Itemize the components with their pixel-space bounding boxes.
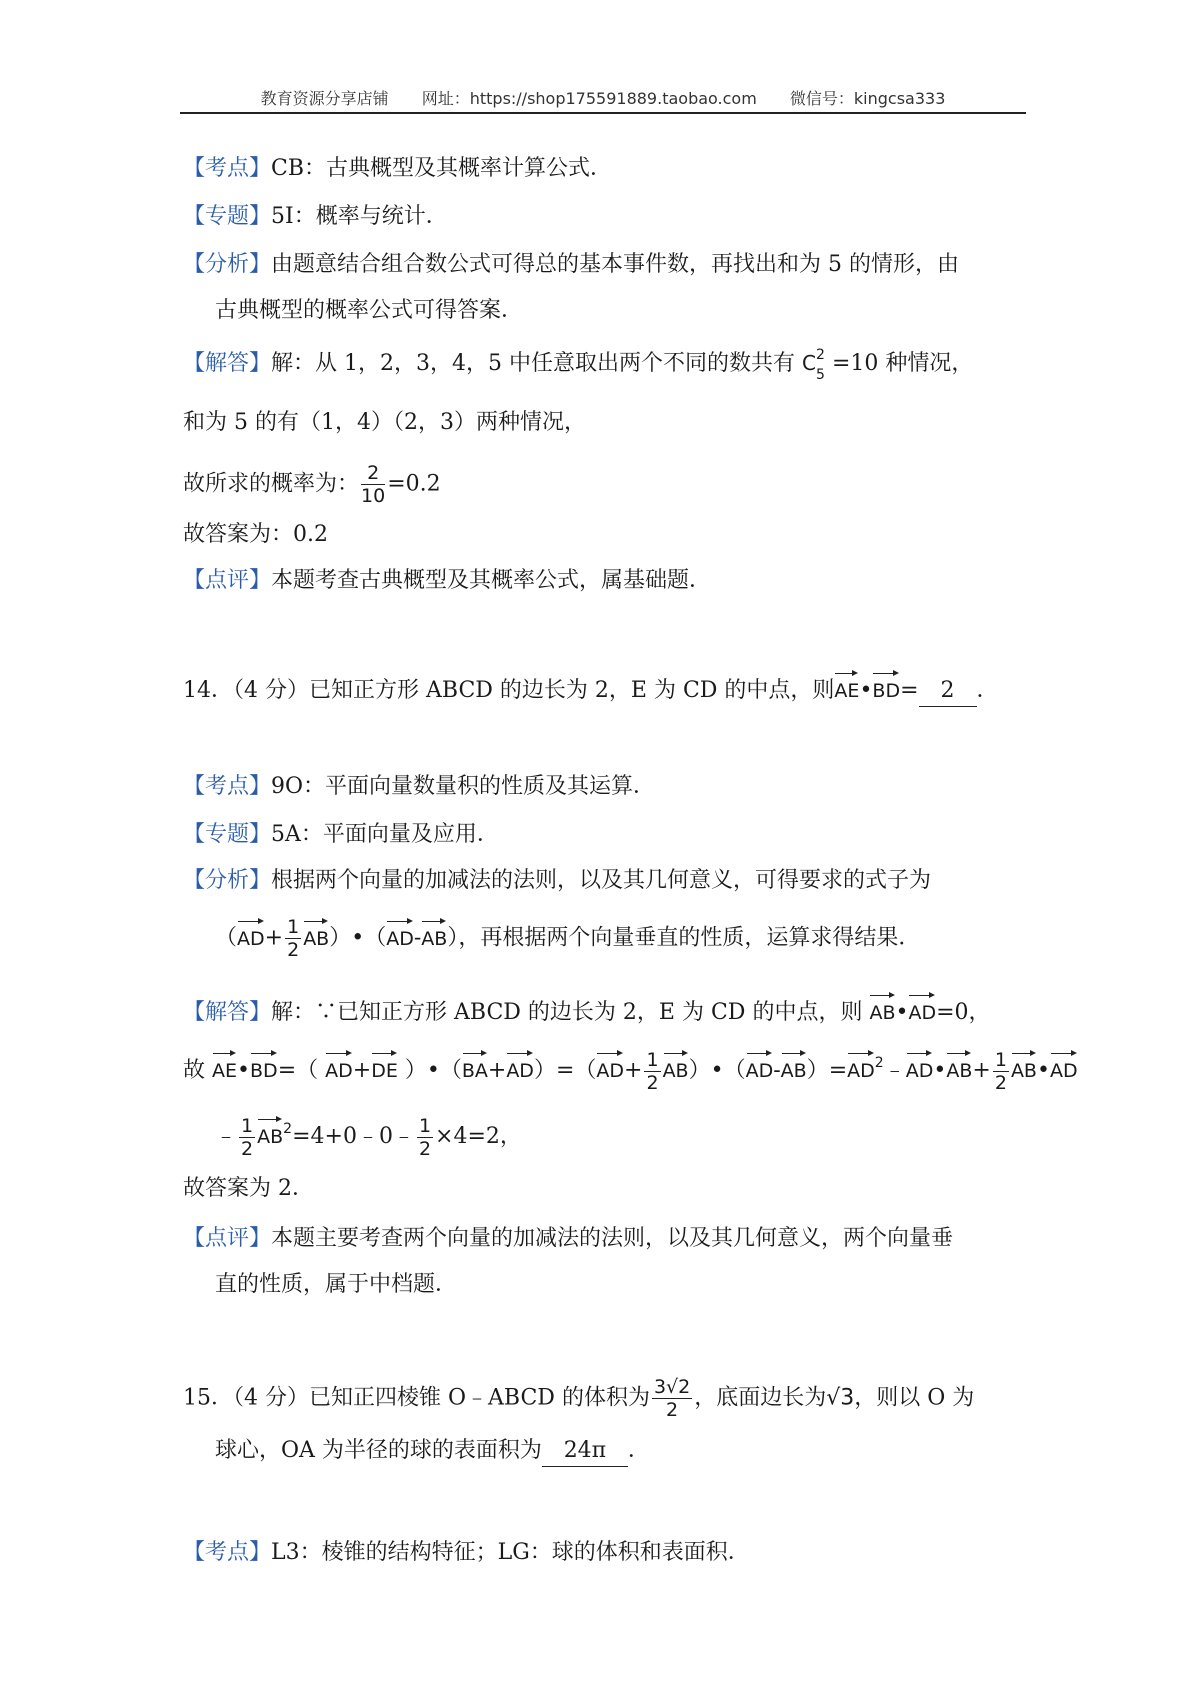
q14-zhuanti: 【专题】5A：平面向量及应用． (183, 822, 499, 847)
p13-jieda: 【解答】解：从 1，2，3，4，5 中任意取出两个不同的数共有 C 2 5 =10 种情况， (183, 347, 974, 383)
q15-answer: 24π (542, 1436, 628, 1467)
vector-bd: BD (872, 670, 900, 706)
p13-dianping: 【点评】本题考查古典概型及其概率公式，属基础题． (183, 568, 712, 593)
q14-jieda: 【解答】解：∵已知正方形 ABCD 的边长为 2，E 为 CD 的中点，则 AB•AD=0， (183, 992, 991, 1028)
q14-jieda-3: ﹣ $\frac{1}{2}$ $AB^2=4+0﹣0﹣$ $\frac{1}{2}$ ×4=2， (215, 1114, 522, 1160)
page-header (180, 86, 1026, 114)
q15-stem: 15．（4 分）已知正四棱锥 O﹣ABCD 的体积为 $\frac{3√2}{2}$ ，底面边长为√3，则以 O 为 (183, 1376, 975, 1421)
p13-jieda-2: 和为 5 的有（1，4）（2，3）两种情况， (183, 410, 586, 435)
p13-jieda-3: 故所求的概率为： $\frac{2}{10}$ =0.2 (183, 462, 441, 507)
q15-stem-2: 球心，OA 为半径的球的表面积为 24π ． (215, 1436, 650, 1467)
p13-jieda-4: 故答案为：0.2 (183, 522, 328, 547)
p13-kaodian: 【考点】CB：古典概型及其概率计算公式． (183, 156, 613, 181)
q14-dianping-cont: 直的性质，属于中档题． (215, 1272, 458, 1297)
header-wechat: 微信号：kingcsa333 (789, 89, 946, 108)
header-shop: 教育资源分享店铺 (260, 89, 389, 108)
q14-dianping: 【点评】本题主要考查两个向量的加减法的法则，以及其几何意义，两个向量垂 (183, 1226, 954, 1251)
vector-ae: AE (834, 670, 859, 706)
fraction-2-10: $\frac{2}{10}$ (361, 462, 386, 507)
q14-kaodian: 【考点】9O：平面向量数量积的性质及其运算． (183, 774, 656, 799)
q14-answer: 2 (919, 676, 977, 707)
header-url: 网址：https://shop175591889.taobao.com (421, 89, 757, 108)
q14-jieda-2: 故 AE•BD=（ AD+DE ）•（BA+AD）=（AD+ $\frac{1}{2}$ $AB)•(AD-AB)=AD^2﹣AD•AB+$ $\frac{1}{2}$ AB•AD (183, 1048, 1078, 1094)
q14-stem: 14．（4 分）已知正方形 ABCD 的边长为 2，E 为 CD 的中点，则AE•BD= 2 ． (183, 670, 999, 707)
header-rule (180, 112, 1026, 114)
sqrt-3: √3 (826, 1385, 855, 1411)
p13-fenxi-cont: 古典概型的概率公式可得答案． (215, 298, 524, 323)
q15-kaodian: 【考点】L3：棱锥的结构特征；LG：球的体积和表面积． (183, 1540, 750, 1565)
combination-c52: C 2 5 (802, 347, 825, 383)
q14-fenxi-expr: （AD+ $\frac{1}{2}$ AB）•（AD-AB），再根据两个向量垂直的性质，运算求得结果． (215, 916, 921, 961)
p13-zhuanti: 【专题】5I：概率与统计． (183, 204, 448, 229)
p13-fenxi: 【分析】由题意结合组合数公式可得总的基本事件数，再找出和为 5 的情形，由 (183, 252, 960, 277)
q14-jieda-4: 故答案为 2． (183, 1176, 314, 1201)
fraction-volume: $\frac{3√2}{2}$ (653, 1376, 691, 1421)
q14-fenxi: 【分析】根据两个向量的加减法的法则，以及其几何意义，可得要求的式子为 (183, 868, 932, 893)
